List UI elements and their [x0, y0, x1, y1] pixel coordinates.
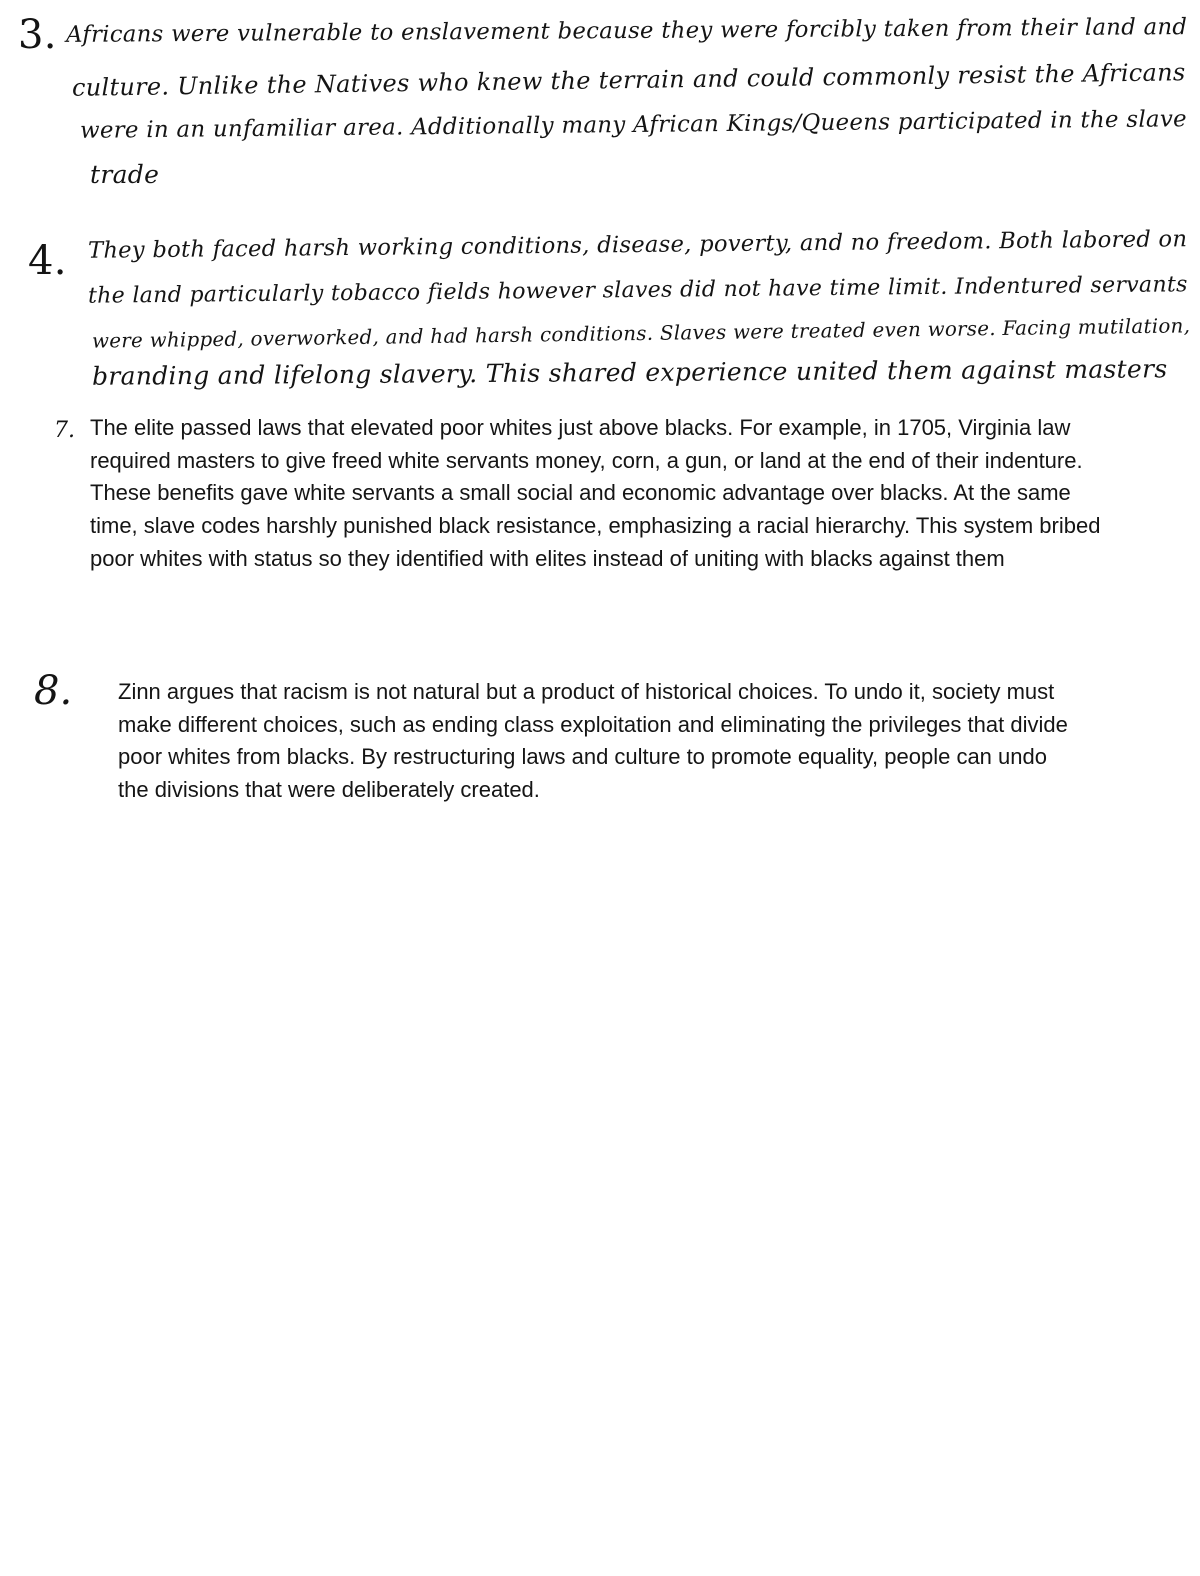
answer-8-text: Zinn argues that racism is not natural but a product of historical choices. To undo it, society must make different choices, such as ending class exploitation and eliminating the privileges that divide poor whites from blacks. By restructuring laws and culture to promote equality, people can undo the divisions that were deliberately created. — [118, 679, 1068, 803]
answer-4-line: the land particularly tobacco fields however slaves did not have time limit. Indentured servants — [87, 272, 1188, 309]
answer-7-text: The elite passed laws that elevated poor whites just above blacks. For example, in 1705, Virginia law required masters to give freed white servants money, corn, a gun, or land at the end of their indenture. These benefits gave white servants a small social and economic advantage over blacks. At the same time, slave codes harshly punished black resistance, emphasizing a racial hierarchy. This system bribed poor whites with status so they identified with elites instead of uniting with blacks against them — [90, 415, 1101, 571]
answer-4-line: They both faced harsh working conditions, disease, poverty, and no freedom. Both labored on — [87, 226, 1188, 264]
answer-4-line: were whipped, overworked, and had harsh conditions. Slaves were treated even worse. Facing mutilation, — [91, 314, 1191, 353]
answer-3-line: Africans were vulnerable to enslavement because they were forcibly taken from their land and — [65, 14, 1188, 48]
answer-4-line: branding and lifelong slavery. This shared experience united them against masters — [91, 354, 1168, 391]
answer-7-number: 7. — [54, 418, 75, 443]
answer-8-number: 8. — [34, 668, 73, 714]
answer-4-number: 4. — [28, 238, 67, 284]
answer-3-line: were in an unfamiliar area. Additionally many African Kings/Queens participated in the slave — [79, 106, 1188, 144]
answer-3-line: trade — [90, 160, 160, 189]
answer-3-number: 3. — [18, 12, 57, 58]
answer-3-line: culture. Unlike the Natives who knew the terrain and could commonly resist the Africans — [71, 58, 1186, 102]
